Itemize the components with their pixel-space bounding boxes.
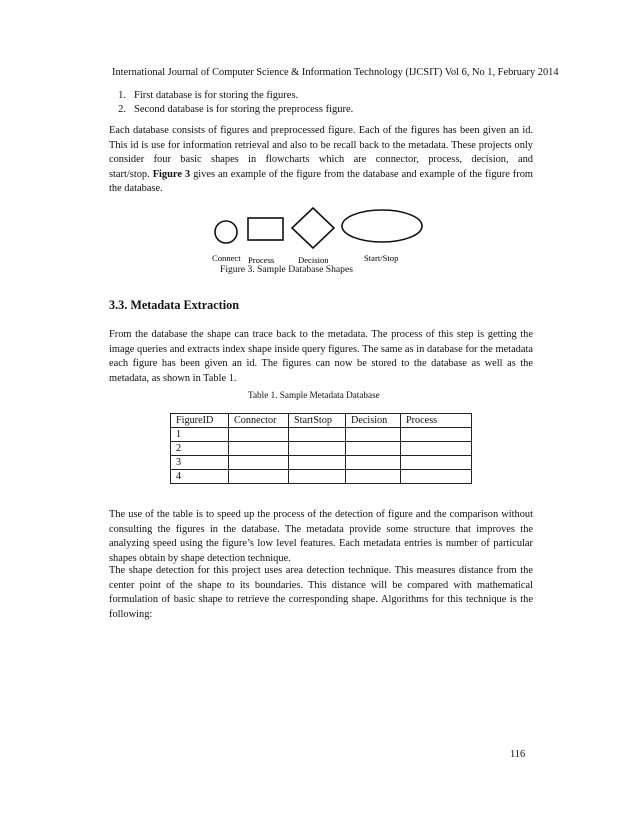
table-cell <box>289 442 346 456</box>
header-cell: Process <box>401 414 472 428</box>
paragraph-table-use: The use of the table is to speed up the process of the detection of figure and the comparison without consulting the figures in the database. The metadata provide some structure that improves the analyzing speed using the figure’s low level features. Each metadata entries is number of particular shapes obtain by shape detection technique. <box>109 509 533 564</box>
table-row <box>171 470 472 484</box>
list-item <box>108 103 538 117</box>
startstop-shape <box>342 210 422 242</box>
table-cell <box>401 442 472 456</box>
connector-shape <box>215 221 237 243</box>
table-cell <box>289 470 346 484</box>
figure-reference: Figure 3 <box>152 168 191 180</box>
process-shape <box>248 218 283 240</box>
table-caption: Table 1. Sample Metadata Database <box>248 390 380 400</box>
table-header-row <box>171 414 472 428</box>
page-number: 116 <box>510 749 526 760</box>
header-cell: Connector <box>229 414 289 428</box>
metadata-table <box>170 413 472 484</box>
table-cell <box>289 428 346 442</box>
paragraph-databases <box>109 124 533 197</box>
list-text: Second database is for storing the preprocess figure. <box>134 104 354 115</box>
paragraph-text: gives an example of the figure from the database and example of the figure from the database. <box>109 168 533 195</box>
label-process: Process <box>248 255 275 265</box>
database-list <box>108 89 538 117</box>
list-number: 1. <box>118 90 126 101</box>
table-cell <box>229 456 289 470</box>
table-cell <box>346 456 401 470</box>
table-cell: 2 <box>171 442 229 456</box>
header-cell: StartStop <box>289 414 346 428</box>
table-cell <box>346 470 401 484</box>
table-row <box>171 428 472 442</box>
table-cell <box>346 442 401 456</box>
table-cell <box>289 456 346 470</box>
table-cell: 1 <box>171 428 229 442</box>
paragraph-shape-detection: The shape detection for this project uses area detection technique. This measures distance from the center point of the shape to its boundaries. This distance will be compared with mathematical formulation of basic shape to retrieve the corresponding shape. Algorithms for this technique is the following: <box>109 565 533 620</box>
table-row <box>171 442 472 456</box>
paragraph-text: Each database consists of figures and preprocessed figure. Each of the figures has been given an id. This id is use for information retrieval and also to be recall back to the metadata. These projects only consider four basic shapes in flowcharts which are connector, process, decision, and start/stop. <box>109 125 533 180</box>
journal-header: International Journal of Computer Science & Information Technology (IJCSIT) Vol 6, No 1, February 2014 <box>112 67 559 78</box>
paragraph-metadata: From the database the shape can trace back to the metadata. The process of this step is getting the image queries and extracts index shape inside query figures. The same as in database for the metadata each figure has been given an id. The figures can now be stored to the database as well as the metadata, as shown in Table 1. <box>109 329 533 384</box>
list-text: First database is for storing the figures. <box>134 90 299 101</box>
figure-caption: Figure 3. Sample Database Shapes <box>220 264 353 275</box>
table-cell <box>229 442 289 456</box>
header-cell: FigureID <box>171 414 229 428</box>
list-item <box>108 89 538 103</box>
table-cell <box>401 456 472 470</box>
section-heading: 3.3. Metadata Extraction <box>109 298 239 312</box>
table-cell <box>401 428 472 442</box>
table-row <box>171 456 472 470</box>
header-cell: Decision <box>346 414 401 428</box>
label-connect: Connect <box>212 253 241 263</box>
table-cell <box>229 470 289 484</box>
label-decision: Decision <box>298 255 329 265</box>
label-startstop: Start/Stop <box>364 253 399 263</box>
table-cell: 4 <box>171 470 229 484</box>
list-number: 2. <box>118 104 126 115</box>
decision-shape <box>292 208 334 248</box>
table-cell <box>401 470 472 484</box>
table-cell: 3 <box>171 456 229 470</box>
table-cell <box>229 428 289 442</box>
table-cell <box>346 428 401 442</box>
